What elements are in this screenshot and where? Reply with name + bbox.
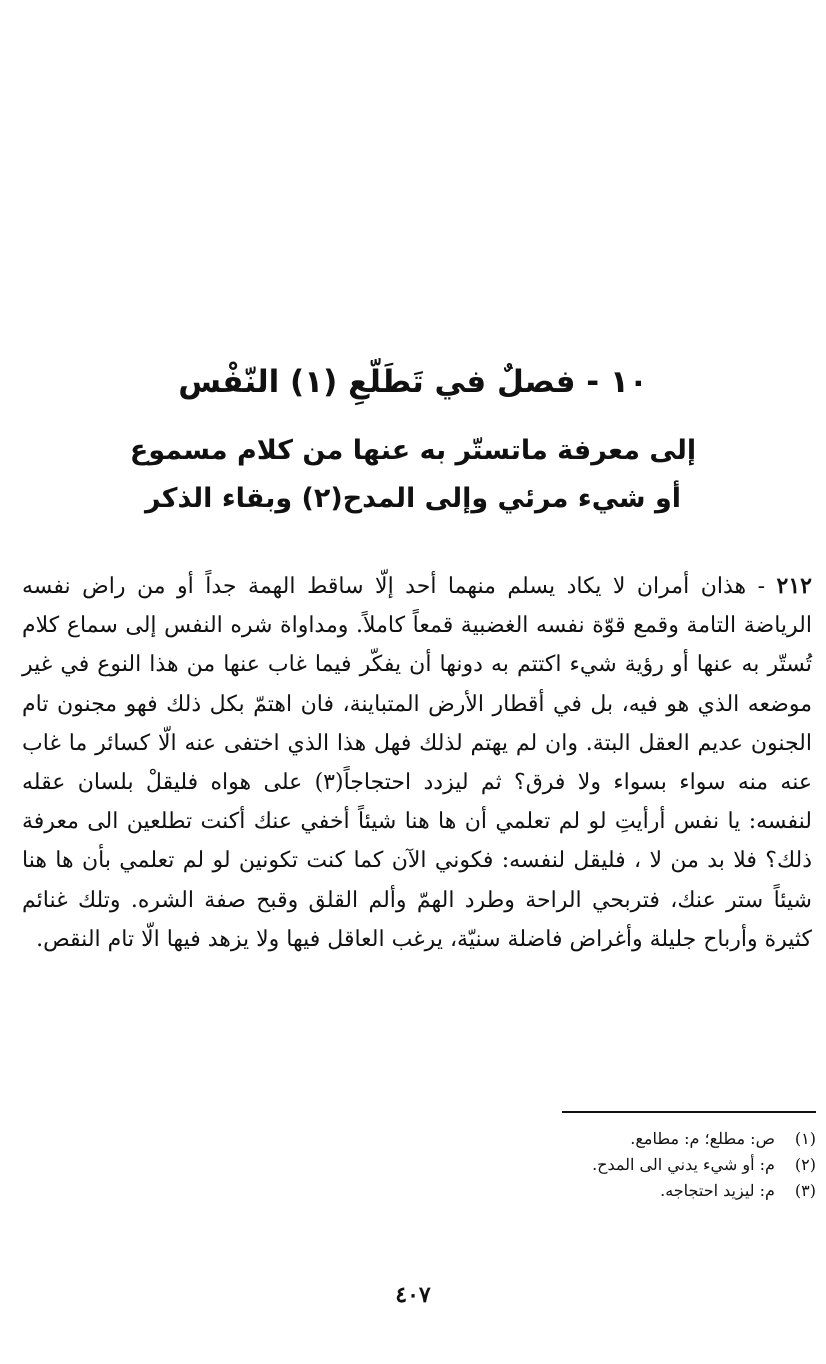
footnote-item	[316, 1152, 816, 1178]
chapter-subtitle-line-1: إلى معرفة ماتستّر به عنها من كلام مسموع	[129, 435, 697, 466]
footnote-mark: (٢)	[794, 1155, 816, 1174]
footnote-text: م: أو شيء يدني الى المدح.	[592, 1155, 775, 1174]
footnote-divider	[562, 1111, 816, 1113]
footnotes	[316, 1126, 816, 1204]
footnote-text: ص: مطلع؛ م: مطامع.	[630, 1129, 775, 1148]
chapter-title: ١٠ - فصلٌ في تَطَلّعِ (١) النّفْس	[178, 364, 648, 400]
chapter-subtitle-line-2: أو شيء مرئي وإلى المدح(٢) وبقاء الذكر	[144, 483, 682, 514]
footnote-item	[316, 1126, 816, 1152]
footnote-text: م: ليزيد احتجاجه.	[660, 1181, 775, 1200]
paragraph-number: ٢١٢	[776, 573, 812, 599]
footnote-mark: (١)	[794, 1129, 816, 1148]
body-paragraph	[22, 567, 812, 959]
footnote-mark: (٣)	[794, 1181, 816, 1200]
page-number: ٤٠٧	[395, 1282, 431, 1308]
footnote-item	[316, 1178, 816, 1204]
paragraph-text: - هذان أمران لا يكاد يسلم منهما أحد إلّا ساقط الهمة جداً أو من راض نفسه الرياضة التامة وقمع قوّة نفسه الغضبية قمعاً كاملاً. ومداواة شره النفس إلى سماع كلام تُستّر به عنها أو رؤية شيء اكتتم به دونها أن يفكّر فيما غاب عنها من هذا النوع في غير موضعه الذي هو فيه، بل في أقطار الأرض المتباينة، فان اهتمّ بكل ذلك فهو مجنون تام الجنون عديم العقل البتة. وان لم يهتم لذلك فهل هذا الذي اختفى عنه الّا كسائر ما غاب عنه منه سواء بسواء ولا فرق؟ ثم ليزدد احتجاجاً(٣) على هواه فليقلْ بلسان عقله لنفسه: يا نفس أرأيتِ لو لم تعلمي أن ها هنا شيئاً أخفي عنك أكنت تطلعين الى معرفة ذلك؟ فلا بد من لا ، فليقل لنفسه: فكوني الآن كما كنت تكونين لو لم تعلمي بأن ها هنا شيئاً ستر عنك، فتربحي الراحة وطرد الهمّ وألم القلق وقبح صفة الشره. وتلك غنائم كثيرة وأرباح جليلة وأغراض فاضلة سنيّة، يرغب العاقل فيها ولا يزهد فيها الّا تام النقص.	[22, 574, 812, 952]
